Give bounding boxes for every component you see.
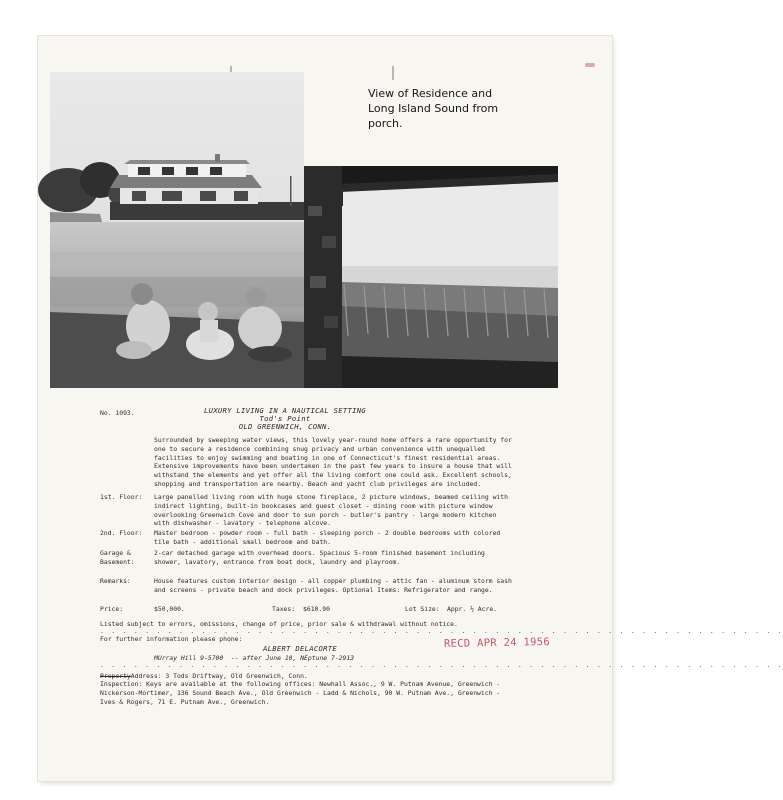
contact-phones: MUrray Hill 9-5700 -- after June 10, NEptune 7-2913 <box>154 654 355 662</box>
listing-location: OLD GREENWICH, CONN. <box>238 422 332 431</box>
listing-subhead: Tod's Point <box>259 414 311 423</box>
inspection-text: Inspection: Keys are available at the following offices: Newhall Assoc., 9 W. Putnam Avenue, Greenwich - Nickerson-Mortimer, 136 Sound Beach Ave., Old Greenwich - Ladd & Nichols, 90 W. Putnam Ave., Greenwich - Ives & Rogers, 71 E. Putnam Ave., Greenwich. <box>100 680 501 706</box>
listing-number: No. 1093. <box>100 409 135 417</box>
price-value: $50,000. <box>154 605 185 613</box>
pin-mark <box>585 63 595 67</box>
taxes-value: $610.90 <box>303 605 330 613</box>
struck-word: Property <box>100 672 131 680</box>
received-date-stamp: RECD APR 24 1956 <box>443 636 551 650</box>
contact-name: ALBERT DELACORTE <box>262 644 338 653</box>
floor-label-first: 1st. Floor: <box>100 493 143 501</box>
porch-view-photo <box>304 166 558 388</box>
listing-description: Surrounded by sweeping water views, this lovely year-round home offers a rare opportunity for one to secure a residence combining snug privacy and urban convenience with unequalled facilities to enjoy swimming and boating in one of Connecticut's finest residential areas. Extensive improvements have been undertaken in the past few years to insure a house that will withstand the elements and yet offer all the living comfort one could ask. Excellent schools, shopping and transportation are nearby. Beach and yacht club privileges are included. <box>154 436 512 488</box>
floor-text-garage: 2-car detached garage with overhead doors. Spacious 5-room finished basement including shower, lavatory, entrance from boat dock, laundry and playroom. <box>154 549 485 566</box>
floor-label-garage: Garage & Basement: <box>100 549 135 566</box>
caption-line: Long Island Sound from <box>368 102 499 115</box>
floor-text-second: Master bedroom - powder room - full bath - sleeping porch - 2 double bedrooms with colored tile bath - additional small bedroom and bath. <box>154 529 501 546</box>
dotted-rule: . . . . . . . . . . . . . . . . . . . . . . . . . . . . . . . . . . . . . . . . . . . . . . . . . . . . . . . . . . . . . <box>100 627 783 635</box>
floor-text-first: Large panelled living room with huge stone fireplace, 2 picture windows, beamed ceiling with indirect lighting, built-in bookcases and guest closet - dining room with picture window overlooking Greenwich Cove and door to sun porch - butler's pantry - large modern kitchen with dishwasher - lavatory - telephone alcove. <box>154 493 508 528</box>
price-label: Price: <box>100 605 124 613</box>
photo-caption <box>368 86 538 131</box>
caption-line: porch. <box>368 117 403 130</box>
lot-label: Lot Size: <box>405 605 440 613</box>
floor-text-remarks: House features custom interior design - all copper plumbing - attic fan - aluminum storm sash and screens - private beach and dock privileges. Optional Items: Refrigerator and range. <box>154 577 512 594</box>
paper-clip-mark <box>392 66 394 80</box>
contact-intro: For further information please phone: <box>100 635 243 643</box>
dotted-rule: . . . . . . . . . . . . . . . . . . . . . . . . . . . . . . . . . . . . . . . . . . . . . . . . . . . . . . . . . . . . . <box>100 661 783 669</box>
taxes-label: Taxes: <box>272 605 296 613</box>
beach-house-photo <box>50 72 304 388</box>
caption-line: View of Residence and <box>368 87 493 100</box>
floor-label-second: 2nd. Floor: <box>100 529 143 537</box>
address-text: Address: 3 Tods Driftway, Old Greenwich, Conn. <box>130 672 308 680</box>
disclaimer-text: Listed subject to errors, omissions, change of price, prior sale & withdrawal without notice. <box>100 620 458 628</box>
floor-label-remarks: Remarks: <box>100 577 131 585</box>
lot-value: Appr. ½ Acre. <box>447 605 498 613</box>
listing-headline: LUXURY LIVING IN A NAUTICAL SETTING <box>204 406 366 415</box>
